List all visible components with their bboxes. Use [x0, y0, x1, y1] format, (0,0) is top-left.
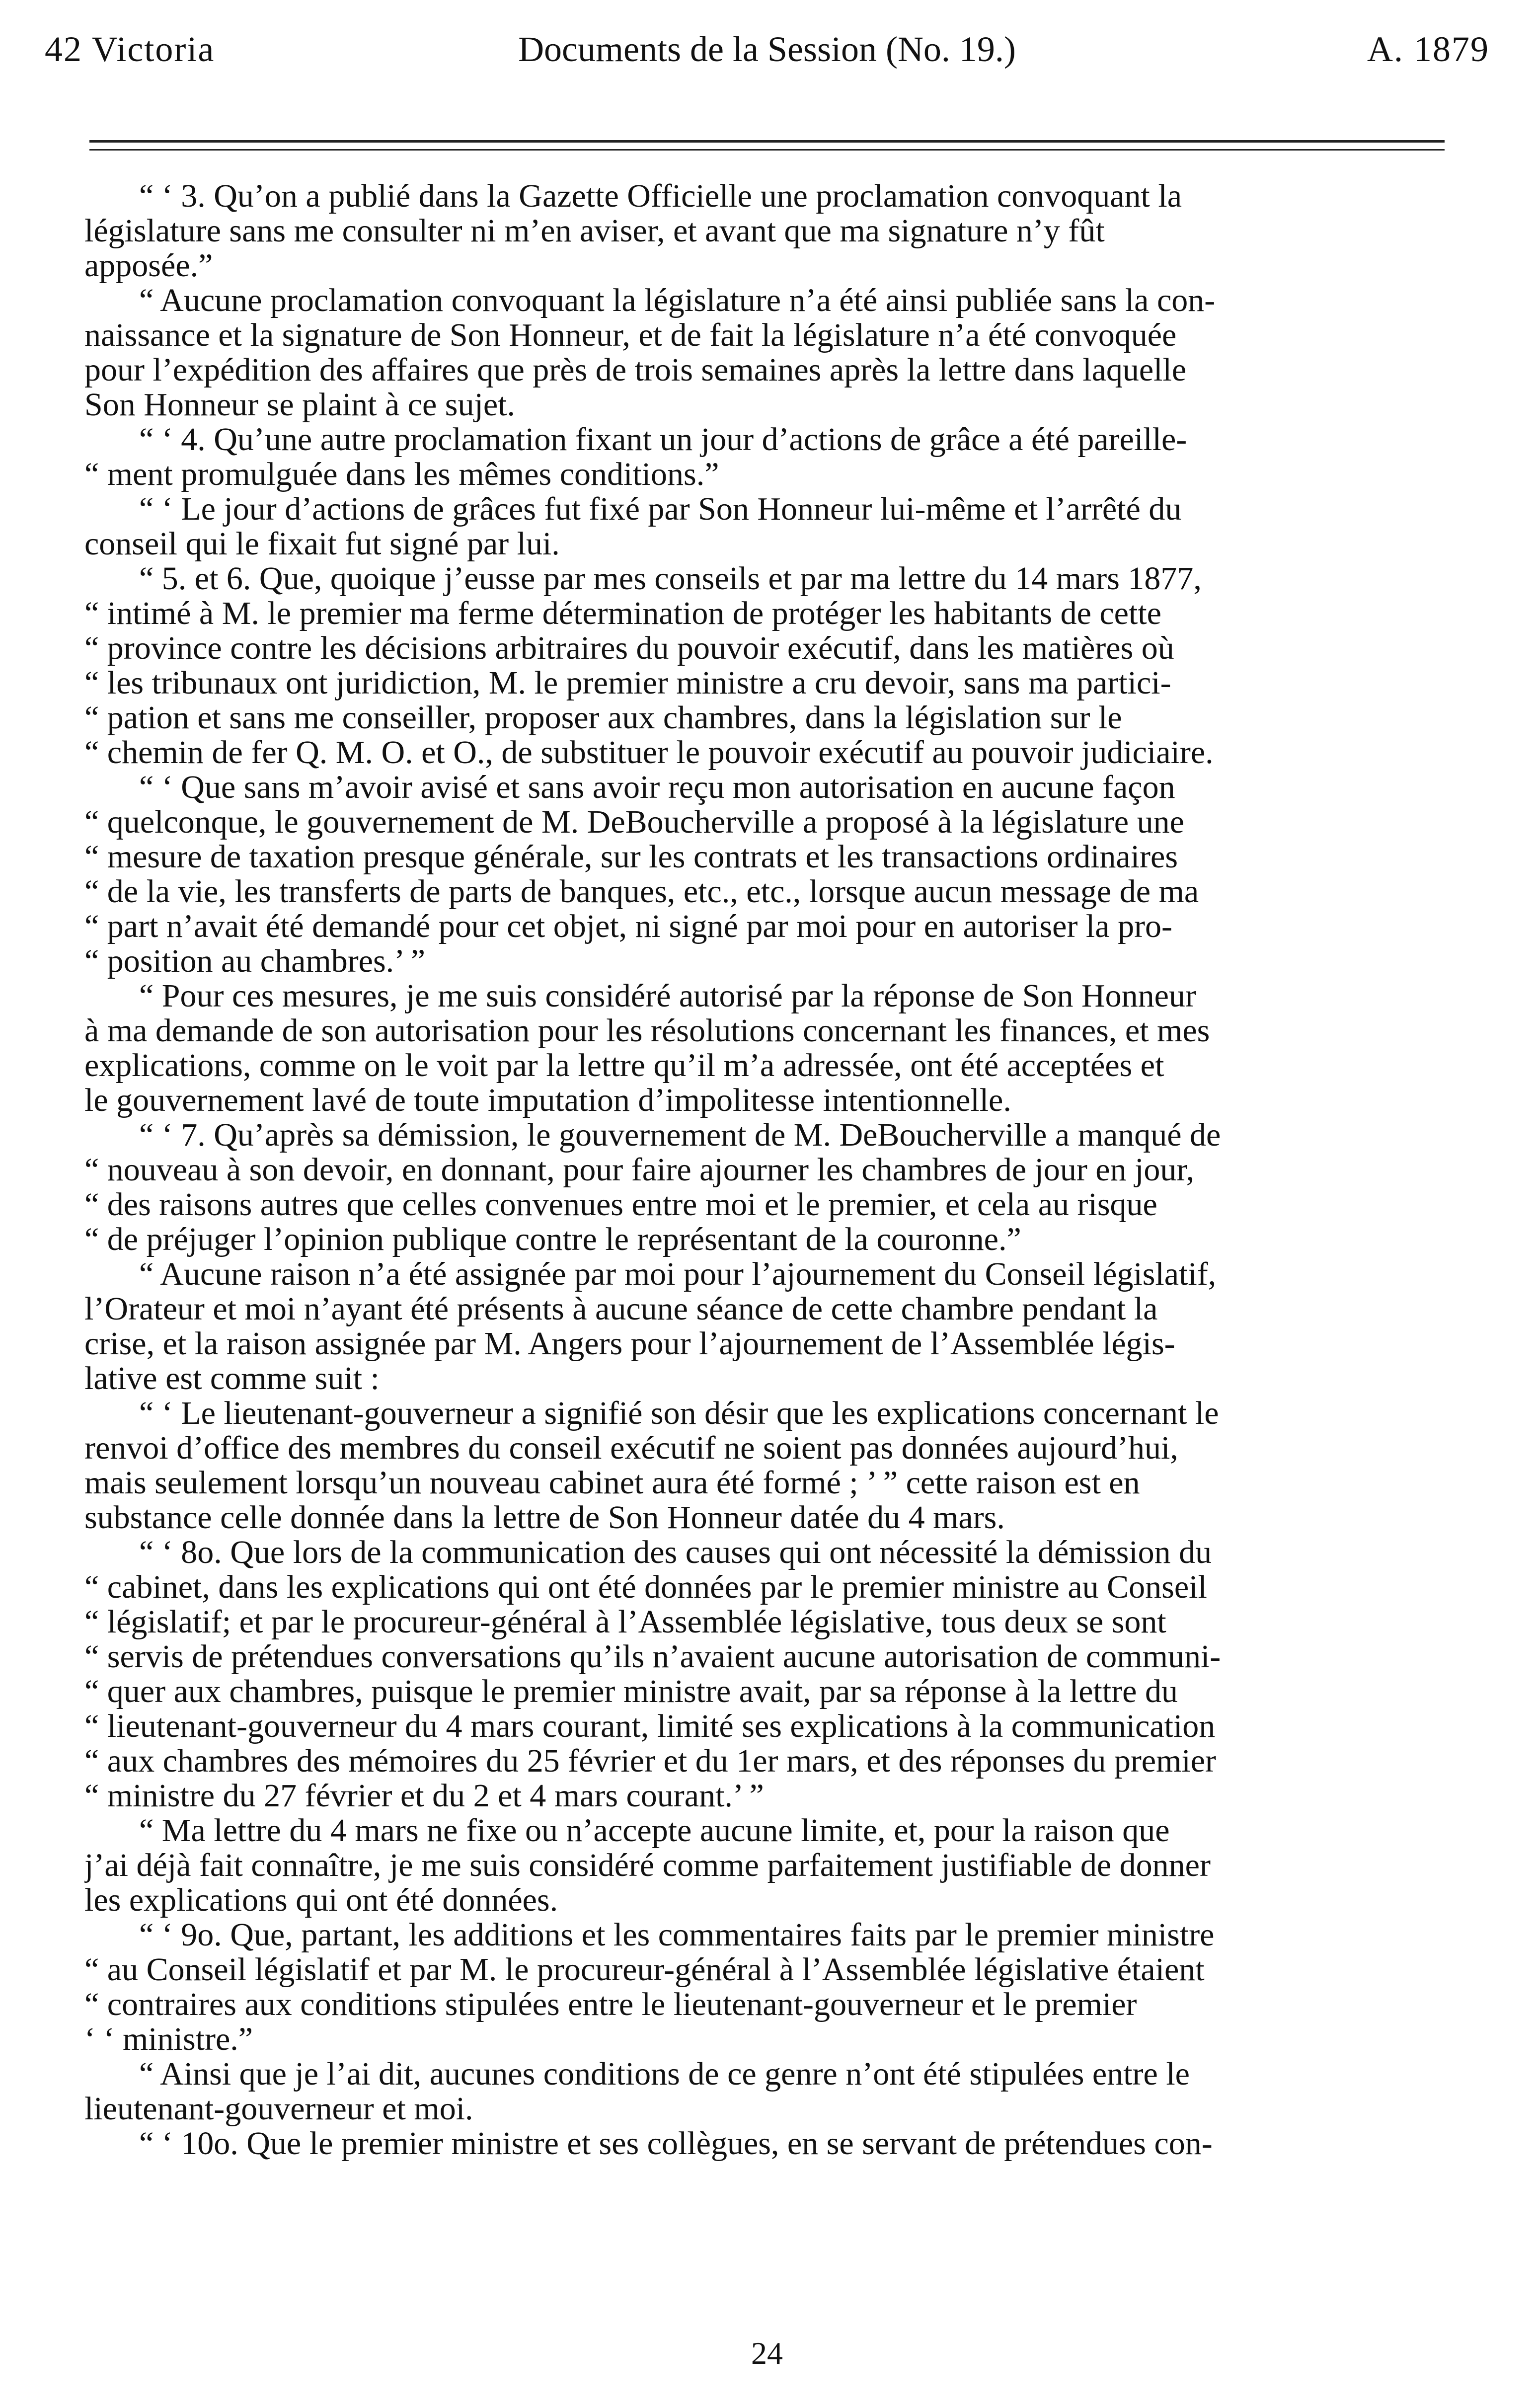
header-volume: 42 Victoria — [45, 29, 215, 69]
text-line: “ législatif; et par le procureur-général à l’Assemblée législative, tous deux se sont — [84, 1605, 1166, 1639]
text-line: le gouvernement lavé de toute imputation d’impolitesse intentionnelle. — [84, 1083, 1011, 1118]
text-line: “ ment promulguée dans les mêmes conditions.” — [84, 457, 719, 492]
text-line: “ 5. et 6. Que, quoique j’eusse par mes conseils et par ma lettre du 14 mars 1877, — [139, 561, 1202, 596]
text-line: naissance et la signature de Son Honneur, et de fait la législature n’a été convoquée — [84, 318, 1177, 353]
text-line: “ Pour ces mesures, je me suis considéré autorisé par la réponse de Son Honneur — [139, 979, 1196, 1013]
text-line: “ les tribunaux ont juridiction, M. le premier ministre a cru devoir, sans ma partici- — [84, 666, 1171, 700]
text-line: lative est comme suit : — [84, 1361, 380, 1396]
header-rule-thin — [89, 149, 1445, 151]
text-line: “ Ainsi que je l’ai dit, aucunes conditions de ce genre n’ont été stipulées entre le — [139, 2057, 1190, 2092]
text-line: “ ‘ 3. Qu’on a publié dans la Gazette Officielle une proclamation convoquant la — [139, 179, 1182, 214]
text-line: “ aux chambres des mémoires du 25 février et du 1er mars, et des réponses du premier — [84, 1744, 1217, 1779]
text-line: explications, comme on le voit par la lettre qu’il m’a adressée, ont été acceptées et — [84, 1048, 1164, 1083]
text-line: “ position au chambres.’ ” — [84, 944, 426, 979]
text-line: ‘ ‘ ministre.” — [84, 2022, 253, 2057]
text-line: “ ‘ 7. Qu’après sa démission, le gouvernement de M. DeBoucherville a manqué de — [139, 1118, 1221, 1153]
text-line: “ chemin de fer Q. M. O. et O., de substituer le pouvoir exécutif au pouvoir judiciaire. — [84, 735, 1214, 770]
text-line: “ au Conseil législatif et par M. le procureur-général à l’Assemblée législative étaient — [84, 1952, 1205, 1987]
text-line: “ intimé à M. le premier ma ferme détermination de protéger les habitants de cette — [84, 596, 1161, 631]
text-line: “ Aucune raison n’a été assignée par moi pour l’ajournement du Conseil législatif, — [139, 1257, 1217, 1292]
text-line: “ lieutenant-gouverneur du 4 mars courant, limité ses explications à la communication — [84, 1709, 1216, 1744]
text-line: “ pation et sans me conseiller, proposer aux chambres, dans la législation sur le — [84, 700, 1122, 735]
text-line: “ part n’avait été demandé pour cet objet, ni signé par moi pour en autoriser la pro- — [84, 909, 1173, 944]
text-line: “ contraires aux conditions stipulées entre le lieutenant-gouverneur et le premier — [84, 1987, 1137, 2022]
text-line: “ servis de prétendues conversations qu’ils n’avaient aucune autorisation de communi- — [84, 1639, 1221, 1674]
text-line: “ quelconque, le gouvernement de M. DeBoucherville a proposé à la législature une — [84, 805, 1184, 840]
text-line: crise, et la raison assignée par M. Angers pour l’ajournement de l’Assemblée légis- — [84, 1326, 1175, 1361]
header-session: A. 1879 — [1367, 29, 1489, 69]
text-line: “ quer aux chambres, puisque le premier ministre avait, par sa réponse à la lettre du — [84, 1674, 1178, 1709]
body-text — [84, 179, 1451, 2161]
text-line: “ mesure de taxation presque générale, sur les contrats et les transactions ordinaires — [84, 840, 1178, 874]
text-line: “ ‘ 8o. Que lors de la communication des causes qui ont nécessité la démission du — [139, 1535, 1212, 1570]
text-line: apposée.” — [84, 248, 213, 283]
text-line: “ Aucune proclamation convoquant la législature n’a été ainsi publiée sans la con- — [139, 283, 1216, 318]
text-line: “ des raisons autres que celles convenues entre moi et le premier, et cela au risque — [84, 1187, 1157, 1222]
page-number: 24 — [751, 2335, 783, 2371]
running-header — [45, 29, 1489, 88]
text-line: conseil qui le fixait fut signé par lui. — [84, 527, 560, 561]
text-line: j’ai déjà fait connaître, je me suis considéré comme parfaitement justifiable de donner — [84, 1848, 1211, 1883]
text-line: Son Honneur se plaint à ce sujet. — [84, 388, 515, 422]
text-line: “ de la vie, les transferts de parts de banques, etc., etc., lorsque aucun message de ma — [84, 874, 1199, 909]
text-line: “ ‘ Que sans m’avoir avisé et sans avoir reçu mon autorisation en aucune façon — [139, 770, 1175, 805]
text-line: substance celle donnée dans la lettre de Son Honneur datée du 4 mars. — [84, 1500, 1005, 1535]
text-line: “ de préjuger l’opinion publique contre le représentant de la couronne.” — [84, 1222, 1021, 1257]
header-rule-thick — [89, 140, 1445, 143]
text-line: “ cabinet, dans les explications qui ont été données par le premier ministre au Conseil — [84, 1570, 1207, 1605]
text-line: “ nouveau à son devoir, en donnant, pour faire ajourner les chambres de jour en jour, — [84, 1153, 1195, 1187]
text-line: “ ministre du 27 février et du 2 et 4 mars courant.’ ” — [84, 1779, 764, 1813]
header-title: Documents de la Session (No. 19.) — [518, 29, 1016, 69]
text-line: “ Ma lettre du 4 mars ne fixe ou n’accepte aucune limite, et, pour la raison que — [139, 1813, 1170, 1848]
text-line: “ province contre les décisions arbitraires du pouvoir exécutif, dans les matières où — [84, 631, 1174, 666]
text-line: à ma demande de son autorisation pour les résolutions concernant les finances, et mes — [84, 1013, 1210, 1048]
text-line: “ ‘ 9o. Que, partant, les additions et les commentaires faits par le premier ministre — [139, 1918, 1215, 1952]
text-line: “ ‘ Le jour d’actions de grâces fut fixé par Son Honneur lui-même et l’arrêté du — [139, 492, 1182, 527]
text-line: lieutenant-gouverneur et moi. — [84, 2092, 473, 2126]
text-line: renvoi d’office des membres du conseil exécutif ne soient pas données aujourd’hui, — [84, 1431, 1178, 1466]
text-line: législature sans me consulter ni m’en aviser, et avant que ma signature n’y fût — [84, 214, 1105, 248]
text-line: mais seulement lorsqu’un nouveau cabinet aura été formé ; ’ ” cette raison est en — [84, 1466, 1140, 1500]
text-line: pour l’expédition des affaires que près de trois semaines après la lettre dans laquelle — [84, 353, 1187, 388]
text-line: les explications qui ont été données. — [84, 1883, 558, 1918]
text-line: “ ‘ 10o. Que le premier ministre et ses collègues, en se servant de prétendues con- — [139, 2126, 1213, 2161]
text-line: “ ‘ Le lieutenant-gouverneur a signifié son désir que les explications concernant le — [139, 1396, 1219, 1431]
text-line: l’Orateur et moi n’ayant été présents à aucune séance de cette chambre pendant la — [84, 1292, 1158, 1326]
text-line: “ ‘ 4. Qu’une autre proclamation fixant un jour d’actions de grâce a été pareille- — [139, 422, 1187, 457]
